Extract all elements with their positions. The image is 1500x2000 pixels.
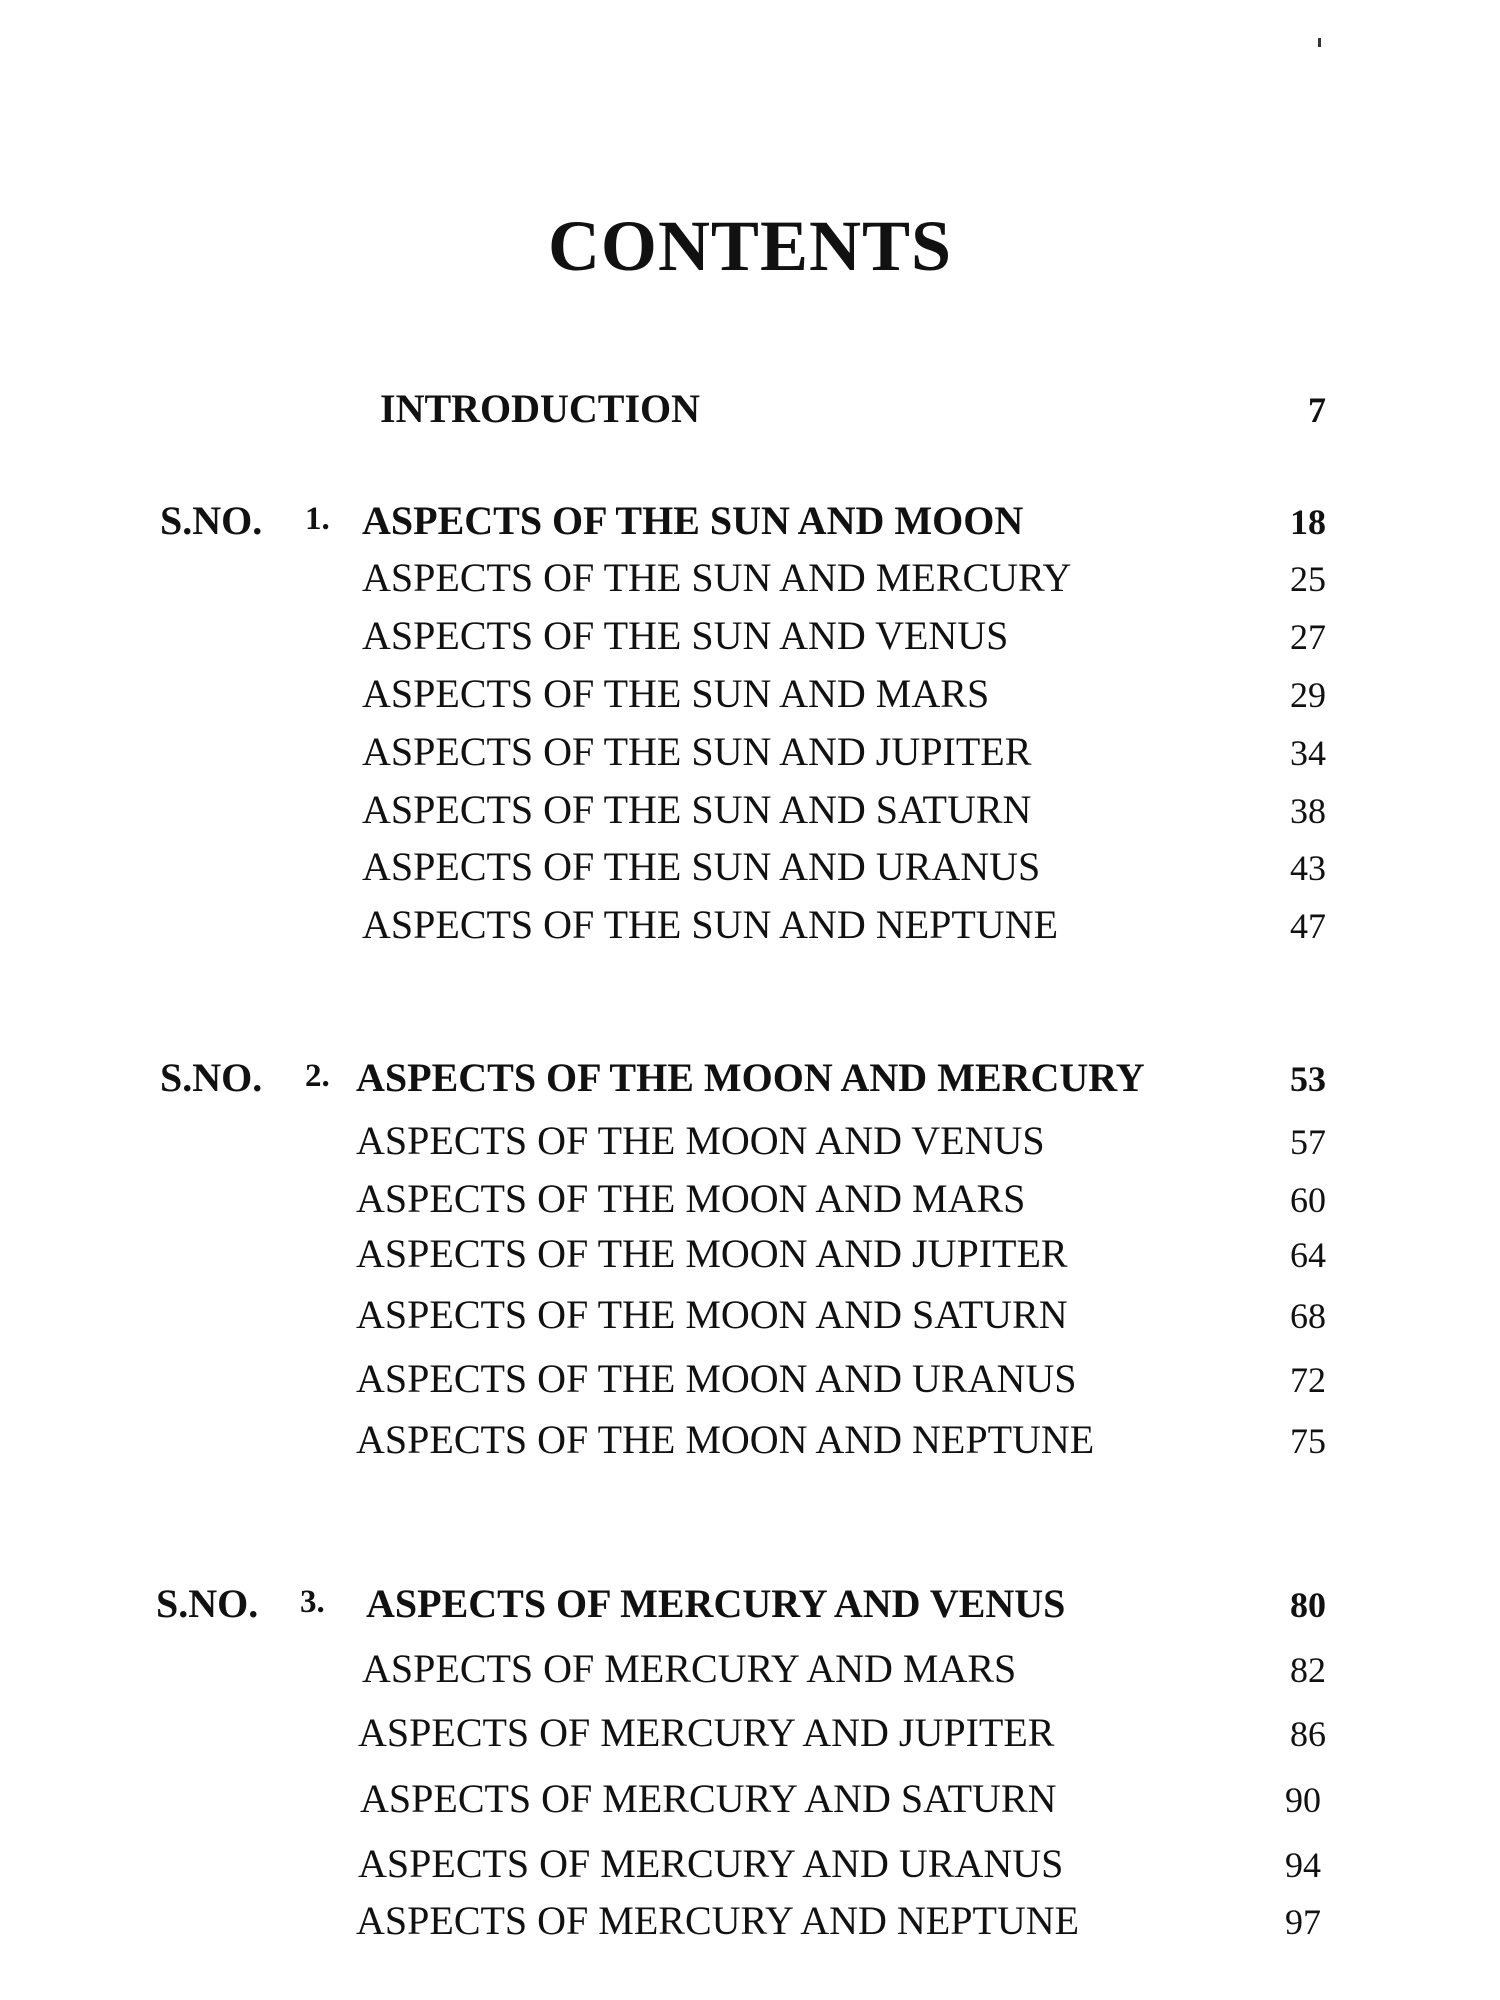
entry-page: 43: [1290, 848, 1326, 888]
entry-page: 64: [1290, 1235, 1326, 1275]
toc-entry[interactable]: [0, 1175, 1500, 1231]
page-title: CONTENTS: [547, 206, 953, 286]
entry-label: ASPECTS OF MERCURY AND URANUS: [358, 1841, 1064, 1886]
toc-entry[interactable]: [0, 670, 1500, 726]
entry-label: INTRODUCTION: [380, 386, 701, 431]
toc-introduction[interactable]: [0, 385, 1500, 441]
section-number: 1.: [305, 501, 330, 537]
toc-entry[interactable]: [0, 728, 1500, 784]
entry-label: ASPECTS OF THE MOON AND VENUS: [356, 1118, 1045, 1163]
entry-label: ASPECTS OF THE SUN AND MARS: [362, 671, 990, 716]
toc-entry[interactable]: [0, 1291, 1500, 1347]
toc-entry[interactable]: [0, 1775, 1500, 1831]
entry-label: ASPECTS OF THE SUN AND MERCURY: [362, 555, 1072, 600]
entry-page: 27: [1290, 617, 1326, 657]
entry-label: ASPECTS OF THE MOON AND URANUS: [356, 1356, 1077, 1401]
entry-label: ASPECTS OF THE SUN AND MOON: [362, 498, 1024, 543]
entry-page: 57: [1290, 1122, 1326, 1162]
entry-page: 90: [1285, 1780, 1321, 1820]
toc-entry[interactable]: [0, 497, 1500, 553]
toc-entry[interactable]: [0, 843, 1500, 899]
entry-page: 82: [1290, 1650, 1326, 1690]
entry-page: 60: [1290, 1180, 1326, 1220]
section-number: 3.: [300, 1584, 325, 1620]
entry-page: 38: [1290, 791, 1326, 831]
entry-label: ASPECTS OF THE SUN AND URANUS: [362, 844, 1041, 889]
entry-label: ASPECTS OF THE SUN AND SATURN: [362, 787, 1032, 832]
entry-label: ASPECTS OF MERCURY AND VENUS: [366, 1581, 1066, 1626]
toc-entry[interactable]: [0, 1416, 1500, 1472]
entry-label: ASPECTS OF THE MOON AND JUPITER: [356, 1231, 1068, 1276]
entry-page: 25: [1290, 559, 1326, 599]
entry-label: ASPECTS OF THE MOON AND SATURN: [356, 1292, 1068, 1337]
toc-entry[interactable]: [0, 554, 1500, 610]
toc-entry[interactable]: [0, 612, 1500, 668]
sno-label: S.NO.: [160, 1055, 263, 1100]
entry-label: ASPECTS OF MERCURY AND NEPTUNE: [356, 1898, 1080, 1943]
toc-entry[interactable]: [0, 786, 1500, 842]
toc-entry[interactable]: [0, 1355, 1500, 1411]
entry-label: ASPECTS OF THE MOON AND MERCURY: [356, 1055, 1145, 1100]
toc-entry[interactable]: [0, 1645, 1500, 1701]
entry-page: 86: [1290, 1714, 1326, 1754]
entry-page: 75: [1290, 1421, 1326, 1461]
entry-page: 34: [1290, 733, 1326, 773]
entry-page: 29: [1290, 675, 1326, 715]
entry-page: 68: [1290, 1296, 1326, 1336]
entry-label: ASPECTS OF THE SUN AND JUPITER: [362, 729, 1032, 774]
entry-label: ASPECTS OF MERCURY AND JUPITER: [358, 1710, 1055, 1755]
entry-label: ASPECTS OF THE MOON AND MARS: [356, 1176, 1026, 1221]
toc-entry[interactable]: [0, 1709, 1500, 1765]
entry-page: 72: [1290, 1360, 1326, 1400]
entry-label: ASPECTS OF THE SUN AND NEPTUNE: [362, 902, 1059, 947]
entry-label: ASPECTS OF MERCURY AND SATURN: [360, 1776, 1057, 1821]
toc-entry[interactable]: [0, 1230, 1500, 1286]
toc-entry[interactable]: [0, 1117, 1500, 1173]
toc-entry[interactable]: [0, 1054, 1500, 1110]
entry-page: 7: [1308, 390, 1326, 430]
entry-label: ASPECTS OF MERCURY AND MARS: [362, 1646, 1017, 1691]
entry-page: 18: [1290, 502, 1326, 542]
entry-label: ASPECTS OF THE MOON AND NEPTUNE: [356, 1417, 1095, 1462]
toc-entry[interactable]: [0, 1840, 1500, 1896]
sno-label: S.NO.: [156, 1581, 259, 1626]
entry-page: 80: [1290, 1585, 1326, 1625]
entry-page: 94: [1285, 1845, 1321, 1885]
entry-page: 47: [1290, 906, 1326, 946]
toc-entry[interactable]: [0, 901, 1500, 957]
toc-entry[interactable]: [0, 1897, 1500, 1953]
page-mark: [1318, 38, 1321, 47]
toc-entry[interactable]: [0, 1580, 1500, 1636]
entry-label: ASPECTS OF THE SUN AND VENUS: [362, 613, 1009, 658]
sno-label: S.NO.: [160, 498, 263, 543]
section-number: 2.: [305, 1058, 330, 1094]
entry-page: 97: [1285, 1902, 1321, 1942]
entry-page: 53: [1290, 1059, 1326, 1099]
